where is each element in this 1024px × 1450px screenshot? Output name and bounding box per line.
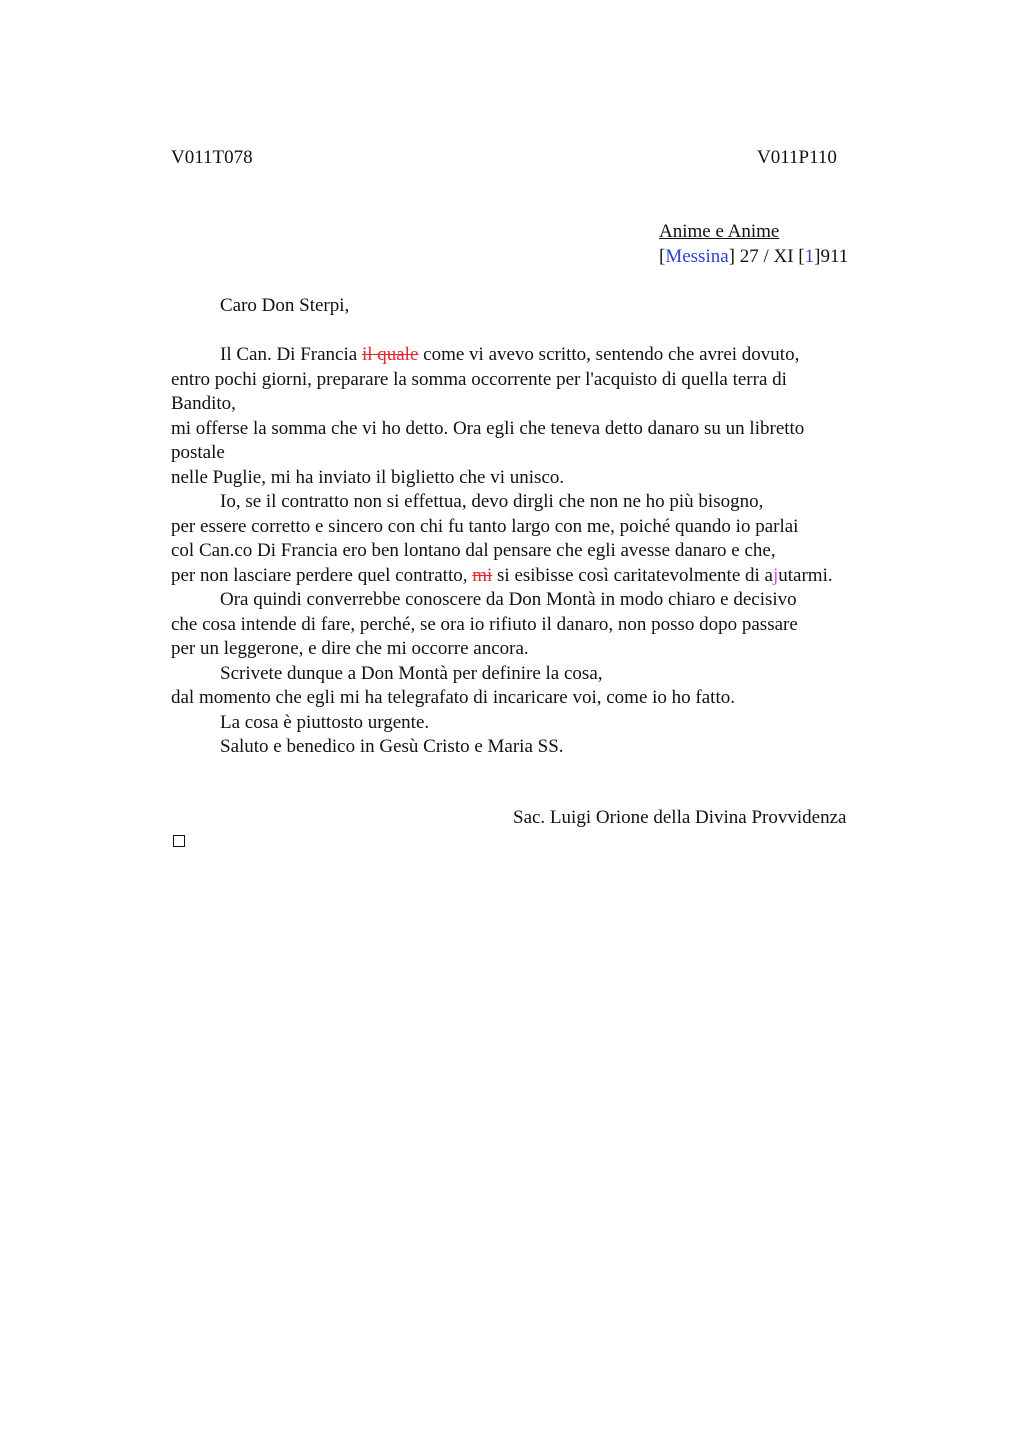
document-code-left: V011T078	[171, 147, 253, 168]
place-name: Messina	[665, 245, 729, 267]
body-line: per essere corretto e sincero con chi fu tanto largo con me, poiché quando io parlai	[171, 515, 799, 537]
signature: Sac. Luigi Orione della Divina Provvidenza	[513, 807, 847, 828]
year-correction: 1	[804, 245, 815, 267]
document-code-right: V011P110	[757, 147, 837, 168]
checkbox-square-icon	[173, 835, 185, 847]
body-line: che cosa intende di fare, perché, se ora io rifiuto il danaro, non posso dopo passare	[171, 613, 798, 635]
body-line: entro pochi giorni, preparare la somma occorrente per l'acquisto di quella terra di	[171, 368, 787, 390]
body-line: Bandito,	[171, 393, 236, 414]
letter-body	[171, 343, 901, 760]
body-line: Io, se il contratto non si effettua, devo dirgli che non ne ho più bisogno,	[220, 491, 764, 512]
body-text-span: si esibisse così caritatevolmente di a	[492, 564, 773, 586]
heading-title: Anime e Anime	[659, 221, 780, 242]
salutation: Caro Don Sterpi,	[220, 295, 350, 316]
place-bracket-open: [	[659, 245, 666, 267]
body-line: postale	[171, 442, 225, 463]
body-text-span: per non lasciare perdere quel contratto,	[171, 564, 473, 586]
inserted-text: j	[772, 564, 779, 586]
date-end: ]911	[814, 245, 849, 267]
body-line	[171, 564, 901, 589]
deleted-text: mi	[472, 564, 493, 586]
body-text-span: Il Can. Di Francia	[220, 344, 362, 365]
body-line: mi offerse la somma che vi ho detto. Ora egli che teneva detto danaro su un libretto	[171, 417, 805, 439]
body-line: dal momento che egli mi ha telegrafato di incaricare voi, come io ho fatto.	[171, 687, 735, 708]
deleted-text: il quale	[361, 344, 419, 365]
place-date-line	[659, 245, 848, 270]
letter-heading	[659, 220, 848, 269]
body-text-span: come vi avevo scritto, sentendo che avrei dovuto,	[418, 344, 800, 365]
body-line: Saluto e benedico in Gesù Cristo e Maria SS.	[220, 736, 564, 757]
body-line: Ora quindi converrebbe conoscere da Don Montà in modo chiaro e decisivo	[220, 589, 797, 610]
body-text-span: utarmi.	[778, 564, 833, 586]
body-line: Scrivete dunque a Don Montà per definire la cosa,	[220, 662, 603, 684]
date-middle: ] 27 / XI [	[728, 245, 805, 267]
body-line	[171, 343, 901, 368]
body-line: La cosa è piuttosto urgente.	[220, 711, 430, 733]
body-line: col Can.co Di Francia ero ben lontano dal pensare che egli avesse danaro e che,	[171, 540, 776, 561]
body-line: nelle Puglie, mi ha inviato il biglietto che vi unisco.	[171, 466, 565, 488]
body-line: per un leggerone, e dire che mi occorre ancora.	[171, 638, 529, 659]
